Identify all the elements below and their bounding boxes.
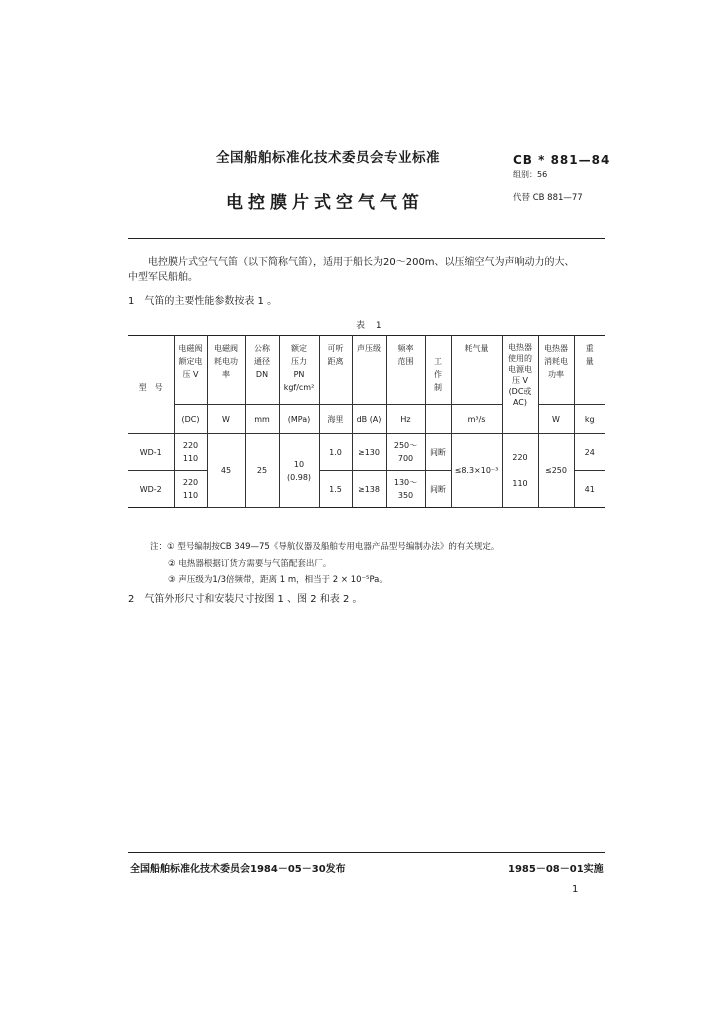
row-valve-voltage: 220 110 — [174, 434, 207, 471]
shared-air-consumption: ≤8.3×10⁻³ — [451, 434, 502, 508]
shared-nominal-diameter: 25 — [245, 434, 279, 508]
header-heater-power: 电热器 消耗电 功率 — [538, 336, 574, 405]
row-weight: 41 — [574, 471, 605, 508]
row-frequency: 130～350 — [386, 471, 425, 508]
row-sound-pressure: ≥130 — [352, 434, 386, 471]
header-weight: 重 量 — [574, 336, 605, 405]
section-1-heading: 1 气笛的主要性能参数按表 1 。 — [128, 296, 278, 307]
row-audible-distance: 1.0 — [319, 434, 352, 471]
row-sound-pressure: ≥138 — [352, 471, 386, 508]
shared-heater-power: ≤250 — [538, 434, 574, 508]
unit-weight: kg — [574, 405, 605, 434]
footer-divider — [128, 852, 605, 853]
section-2-heading: 2 气笛外形尺寸和安装尺寸按图 1 、图 2 和表 2 。 — [128, 594, 363, 605]
unit-rated-pressure: (MPa) — [279, 405, 319, 434]
header-valve-voltage: 电磁阀 额定电 压 V — [174, 336, 207, 405]
performance-table — [128, 335, 605, 508]
unit-frequency: Hz — [386, 405, 425, 434]
header-heater-voltage: 电热器 使用的 电源电 压 V (DC或 AC) — [502, 336, 538, 434]
implementation-date: 1985－08－01实施 — [508, 864, 604, 875]
unit-sound-pressure: dB (A) — [352, 405, 386, 434]
unit-valve-voltage: (DC) — [174, 405, 207, 434]
header-valve-power: 电磁阀 耗电功 率 — [207, 336, 245, 405]
shared-valve-power: 45 — [207, 434, 245, 508]
header-duty: 工 作 制 — [425, 336, 451, 405]
table-note-2: ② 电热器根据订货方需要与气笛配套出厂。 — [168, 559, 332, 569]
shared-rated-pressure: 10 (0.98) — [279, 434, 319, 508]
publication-date: 全国船舶标准化技术委员会1984－05－30发布 — [130, 864, 346, 875]
unit-heater-power: W — [538, 405, 574, 434]
header-model: 型 号 — [128, 336, 174, 434]
row-duty: 间断 — [425, 434, 451, 471]
unit-valve-power: W — [207, 405, 245, 434]
unit-nominal-diameter: mm — [245, 405, 279, 434]
header-nominal-diameter: 公称 通径 DN — [245, 336, 279, 405]
table-caption: 表 1 — [356, 321, 386, 331]
row-duty: 间断 — [425, 471, 451, 508]
intro-paragraph: 电控膜片式空气气笛（以下简称气笛），适用于船长为20～200m、以压缩空气为声响动力的大、 — [148, 257, 575, 268]
issuing-organization: 全国船舶标准化技术委员会专业标准 — [216, 150, 440, 166]
table-note-3: ③ 声压级为1/3倍频带，距离 1 m，相当于 2 × 10⁻⁵Pa。 — [168, 575, 388, 585]
unit-duty — [425, 405, 451, 434]
standard-code: CB * 881—84 — [513, 153, 611, 167]
row-model: WD-1 — [128, 434, 174, 471]
header-audible-distance: 可听 距离 — [319, 336, 352, 405]
header-sound-pressure: 声压级 — [352, 336, 386, 405]
row-model: WD-2 — [128, 471, 174, 508]
unit-air-consumption: m³/s — [451, 405, 502, 434]
standard-group: 组别：56 — [513, 170, 548, 179]
row-audible-distance: 1.5 — [319, 471, 352, 508]
header-rated-pressure: 额定 压力 PN kgf/cm² — [279, 336, 319, 405]
header-air-consumption: 耗气量 — [451, 336, 502, 405]
header-frequency: 频率 范围 — [386, 336, 425, 405]
header-divider — [128, 238, 605, 239]
shared-heater-voltage: 220 110 — [502, 434, 538, 508]
replaces-standard: 代替 CB 881—77 — [513, 193, 583, 203]
row-valve-voltage: 220 110 — [174, 471, 207, 508]
intro-paragraph-continued: 中型军民船舶。 — [128, 272, 198, 283]
unit-audible-distance: 海里 — [319, 405, 352, 434]
page-number: 1 — [572, 884, 579, 895]
document-title: 电控膜片式空气气笛 — [226, 193, 424, 213]
row-frequency: 250～700 — [386, 434, 425, 471]
row-weight: 24 — [574, 434, 605, 471]
table-note-1: 注：① 型号编制按CB 349—75《导航仪器及船舶专用电器产品型号编制办法》的有关规定。 — [150, 542, 500, 552]
